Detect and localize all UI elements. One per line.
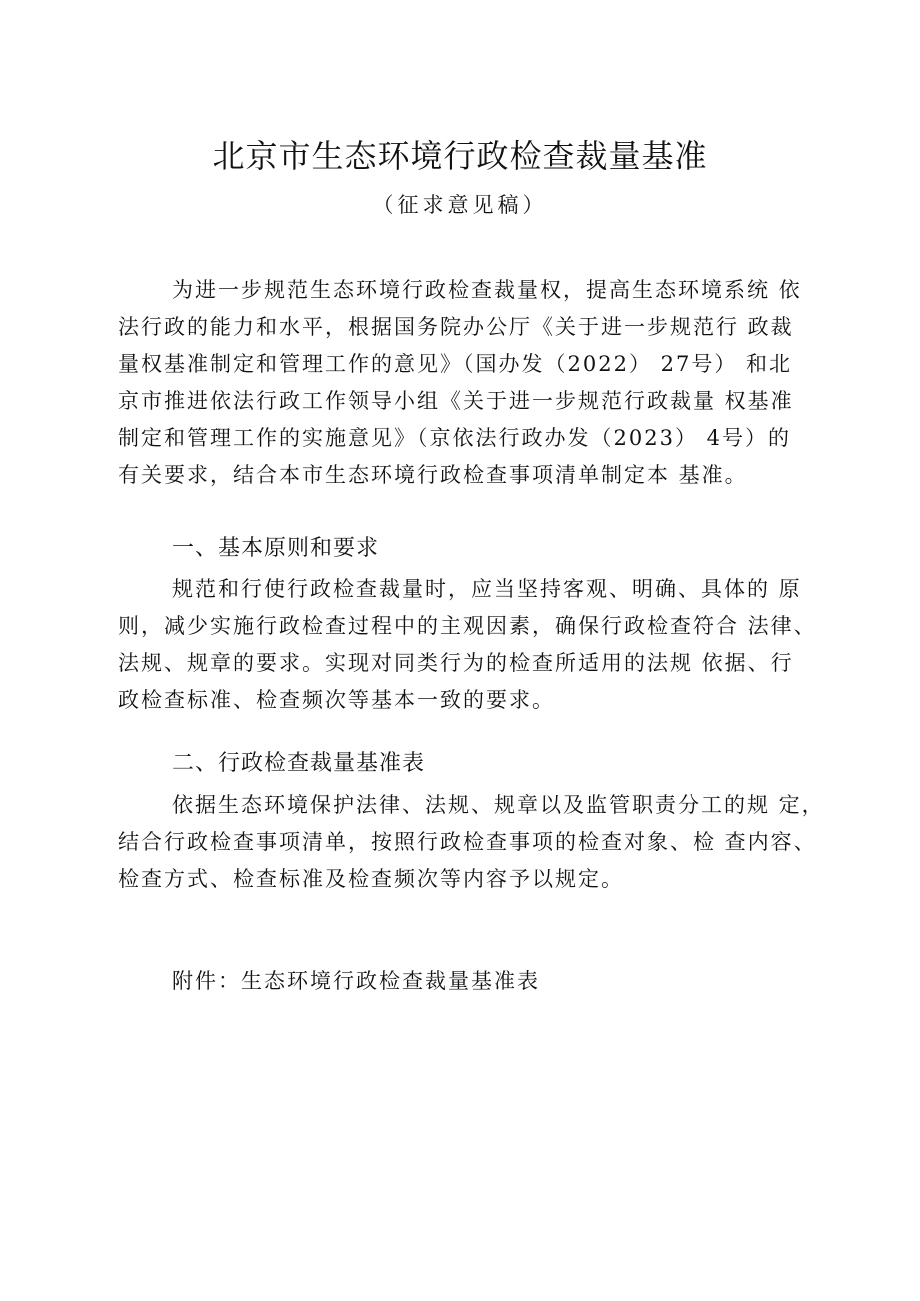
intro-line: 量权基准制定和管理工作的意见》（国办发（2022） 27号） 和北: [118, 352, 793, 376]
intro-line: 京市推进依法行政工作领导小组《关于进一步规范行政裁量 权基准: [118, 389, 794, 413]
intro-line: 有关要求，结合本市生态环境行政检查事项清单制定本 基准。: [118, 463, 748, 487]
section-1-heading: 一、基本原则和要求: [172, 536, 380, 561]
section-2-line: 结合行政检查事项清单，按照行政检查事项的检查对象、检 查内容、: [118, 830, 817, 854]
intro-line: 为进一步规范生态环境行政检查裁量权，提高生态环境系统 依: [172, 278, 802, 302]
section-1-line: 政检查标准、检查频次等基本一致的要求。: [118, 688, 555, 712]
section-1-line: 则，减少实施行政检查过程中的主观因素，确保行政检查符合 法律、: [118, 614, 817, 638]
section-1-line: 法规、规章的要求。实现对同类行为的检查所适用的法规 依据、行: [118, 651, 794, 675]
intro-paragraph: [118, 272, 818, 494]
document-title: 北京市生态环境行政检查裁量基准: [212, 137, 708, 175]
section-1-line: 规范和行使行政检查裁量时，应当坚持客观、明确、具体的 原: [172, 577, 802, 601]
intro-line: 法行政的能力和水平，根据国务院办公厅《关于进一步规范行 政裁: [118, 315, 794, 339]
section-2-line: 检查方式、检查标准及检查频次等内容予以规定。: [118, 867, 624, 891]
intro-line: 制定和管理工作的实施意见》（京依法行政办发（2023） 4号）的: [118, 426, 791, 450]
section-2-paragraph: [118, 787, 825, 898]
section-1-paragraph: [118, 571, 818, 719]
section-2-heading: 二、行政检查裁量基准表: [172, 751, 426, 776]
document-subtitle: （征求意见稿）: [372, 193, 548, 217]
section-2-line: 依据生态环境保护法律、法规、规章以及监管职责分工的规 定，: [172, 793, 825, 817]
attachment-note: 附件：生态环境行政检查裁量基准表: [172, 969, 540, 993]
